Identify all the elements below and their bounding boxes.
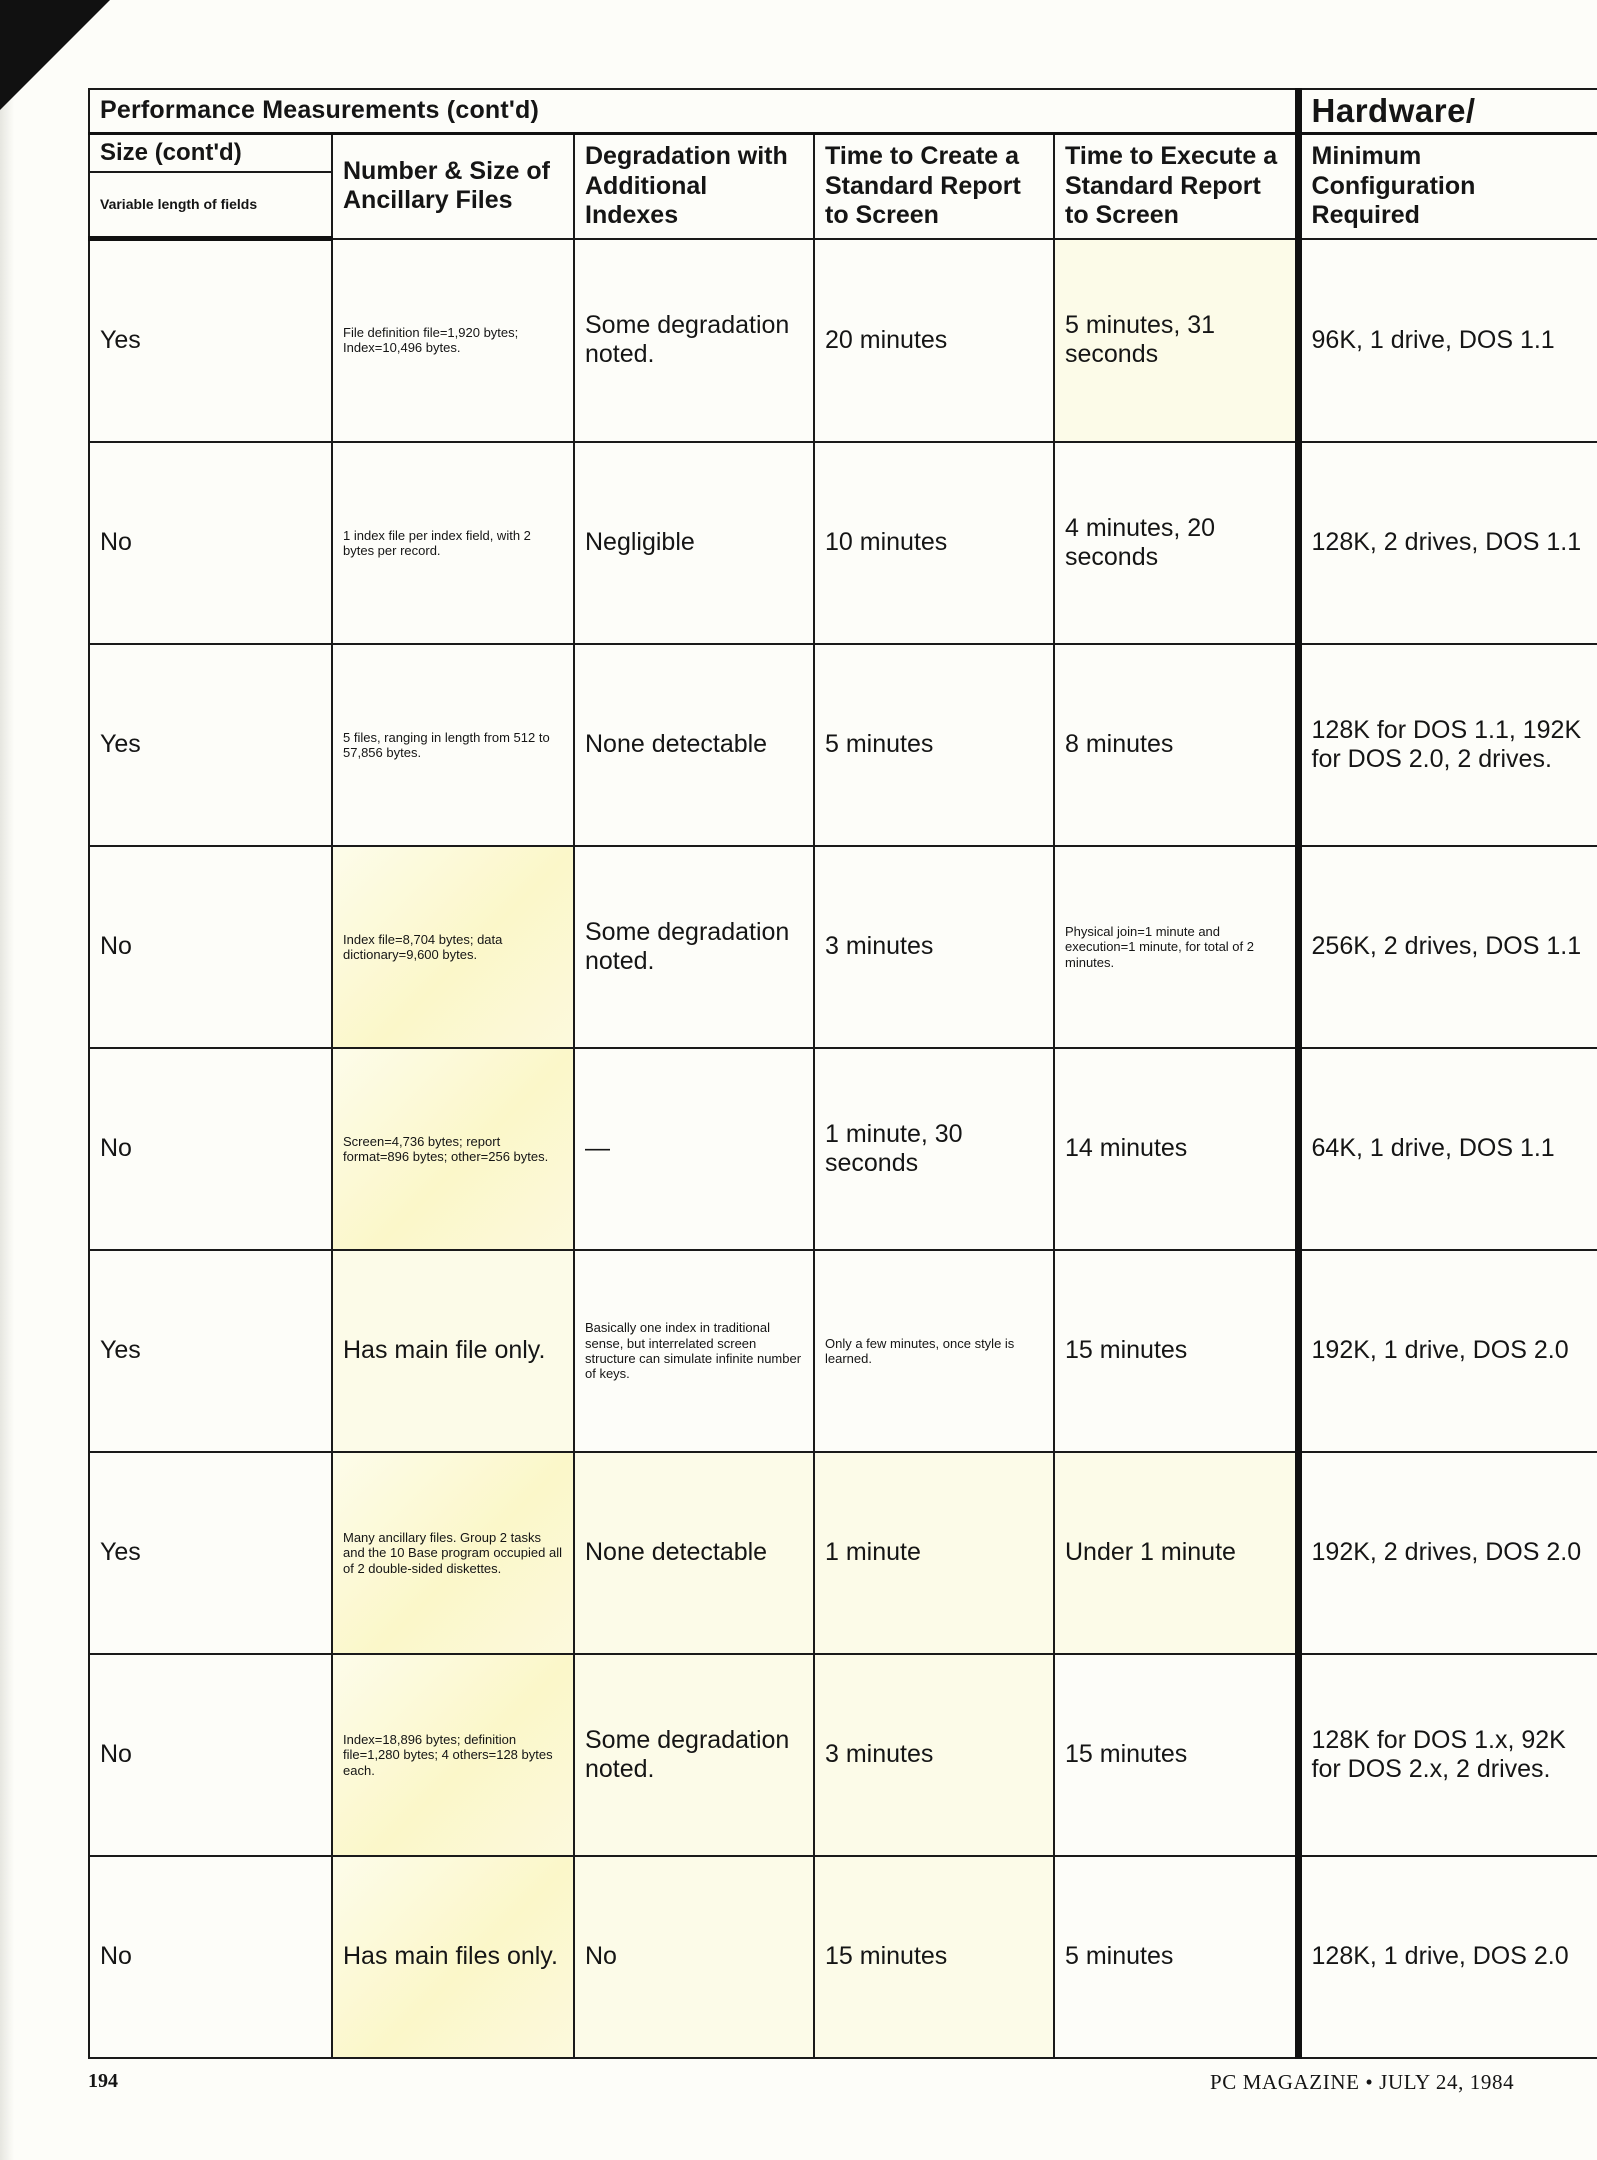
min-config-cell: 192K, 1 drive, DOS 2.0 (1298, 1250, 1597, 1452)
variable-length-cell: Yes (89, 644, 332, 846)
table-row (89, 442, 1597, 644)
degradation-cell: Some degradation noted. (574, 846, 814, 1048)
degradation-cell: Some degradation noted. (574, 239, 814, 443)
variable-length-cell: No (89, 442, 332, 644)
ancillary-files-cell: Has main files only. (332, 1856, 574, 2058)
execute-time-cell: Under 1 minute (1054, 1452, 1298, 1654)
create-time-cell: 20 minutes (814, 239, 1054, 443)
create-time-cell: 15 minutes (814, 1856, 1054, 2058)
variable-length-cell: No (89, 1856, 332, 2058)
section-title-hardware: Hardware/ (1298, 89, 1597, 134)
degradation-column-header: Degradation with Additional Indexes (574, 134, 814, 239)
table-row (89, 1048, 1597, 1250)
table-row (89, 644, 1597, 846)
variable-length-cell: Yes (89, 239, 332, 443)
min-config-cell: 192K, 2 drives, DOS 2.0 (1298, 1452, 1597, 1654)
min-config-column-header: Minimum Configuration Required (1298, 134, 1597, 239)
variable-length-cell: No (89, 846, 332, 1048)
performance-table (88, 88, 1597, 2059)
min-config-cell: 128K, 1 drive, DOS 2.0 (1298, 1856, 1597, 2058)
variable-length-subheader: Variable length of fields (89, 172, 332, 239)
ancillary-files-cell: Index=18,896 bytes; definition file=1,280 bytes; 4 others=128 bytes each. (332, 1654, 574, 1856)
variable-length-cell: Yes (89, 1452, 332, 1654)
variable-length-cell: No (89, 1048, 332, 1250)
create-time-cell: 3 minutes (814, 1654, 1054, 1856)
min-config-cell: 256K, 2 drives, DOS 1.1 (1298, 846, 1597, 1048)
create-time-cell: 5 minutes (814, 644, 1054, 846)
execute-time-cell: 4 minutes, 20 seconds (1054, 442, 1298, 644)
degradation-cell: None detectable (574, 1452, 814, 1654)
degradation-cell: No (574, 1856, 814, 2058)
table-row (89, 1250, 1597, 1452)
min-config-cell: 96K, 1 drive, DOS 1.1 (1298, 239, 1597, 443)
create-report-column-header: Time to Create a Standard Report to Screen (814, 134, 1054, 239)
execute-time-cell: 5 minutes (1054, 1856, 1298, 2058)
degradation-cell: Some degradation noted. (574, 1654, 814, 1856)
create-time-cell: 1 minute, 30 seconds (814, 1048, 1054, 1250)
degradation-cell: — (574, 1048, 814, 1250)
execute-time-cell: 8 minutes (1054, 644, 1298, 846)
ancillary-files-cell: Many ancillary files. Group 2 tasks and the 10 Base program occupied all of 2 double-sided diskettes. (332, 1452, 574, 1654)
min-config-cell: 128K for DOS 1.x, 92K for DOS 2.x, 2 drives. (1298, 1654, 1597, 1856)
execute-time-cell: 15 minutes (1054, 1654, 1298, 1856)
degradation-cell: None detectable (574, 644, 814, 846)
create-time-cell: 10 minutes (814, 442, 1054, 644)
execute-time-cell: 14 minutes (1054, 1048, 1298, 1250)
ancillary-files-cell: Screen=4,736 bytes; report format=896 bytes; other=256 bytes. (332, 1048, 574, 1250)
execute-time-cell: 15 minutes (1054, 1250, 1298, 1452)
table-row (89, 1654, 1597, 1856)
create-time-cell: 1 minute (814, 1452, 1054, 1654)
degradation-cell: Basically one index in traditional sense, but interrelated screen structure can simulate infinite number of keys. (574, 1250, 814, 1452)
min-config-cell: 128K for DOS 1.1, 192K for DOS 2.0, 2 drives. (1298, 644, 1597, 846)
ancillary-files-cell: Has main file only. (332, 1250, 574, 1452)
ancillary-files-cell: 5 files, ranging in length from 512 to 57,856 bytes. (332, 644, 574, 846)
table-row (89, 846, 1597, 1048)
section-title-row (89, 89, 1597, 134)
execute-time-cell: Physical join=1 minute and execution=1 minute, for total of 2 minutes. (1054, 846, 1298, 1048)
page-number: 194 (88, 2070, 118, 2092)
publication-credit: PC MAGAZINE • JULY 24, 1984 (1210, 2070, 1515, 2094)
size-header-row (89, 134, 1597, 173)
execute-report-column-header: Time to Execute a Standard Report to Screen (1054, 134, 1298, 239)
size-column-header: Size (cont'd) (89, 134, 332, 173)
min-config-cell: 64K, 1 drive, DOS 1.1 (1298, 1048, 1597, 1250)
table-row (89, 1452, 1597, 1654)
ancillary-column-header: Number & Size of Ancillary Files (332, 134, 574, 239)
page-edge-shade (0, 0, 14, 2160)
ancillary-files-cell: File definition file=1,920 bytes; Index=10,496 bytes. (332, 239, 574, 443)
ancillary-files-cell: Index file=8,704 bytes; data dictionary=9,600 bytes. (332, 846, 574, 1048)
execute-time-cell: 5 minutes, 31 seconds (1054, 239, 1298, 443)
degradation-cell: Negligible (574, 442, 814, 644)
create-time-cell: 3 minutes (814, 846, 1054, 1048)
variable-length-cell: Yes (89, 1250, 332, 1452)
min-config-cell: 128K, 2 drives, DOS 1.1 (1298, 442, 1597, 644)
variable-length-cell: No (89, 1654, 332, 1856)
create-time-cell: Only a few minutes, once style is learned. (814, 1250, 1054, 1452)
table-row (89, 1856, 1597, 2058)
section-title: Performance Measurements (cont'd) (89, 89, 1298, 134)
table-row (89, 239, 1597, 443)
ancillary-files-cell: 1 index file per index field, with 2 bytes per record. (332, 442, 574, 644)
